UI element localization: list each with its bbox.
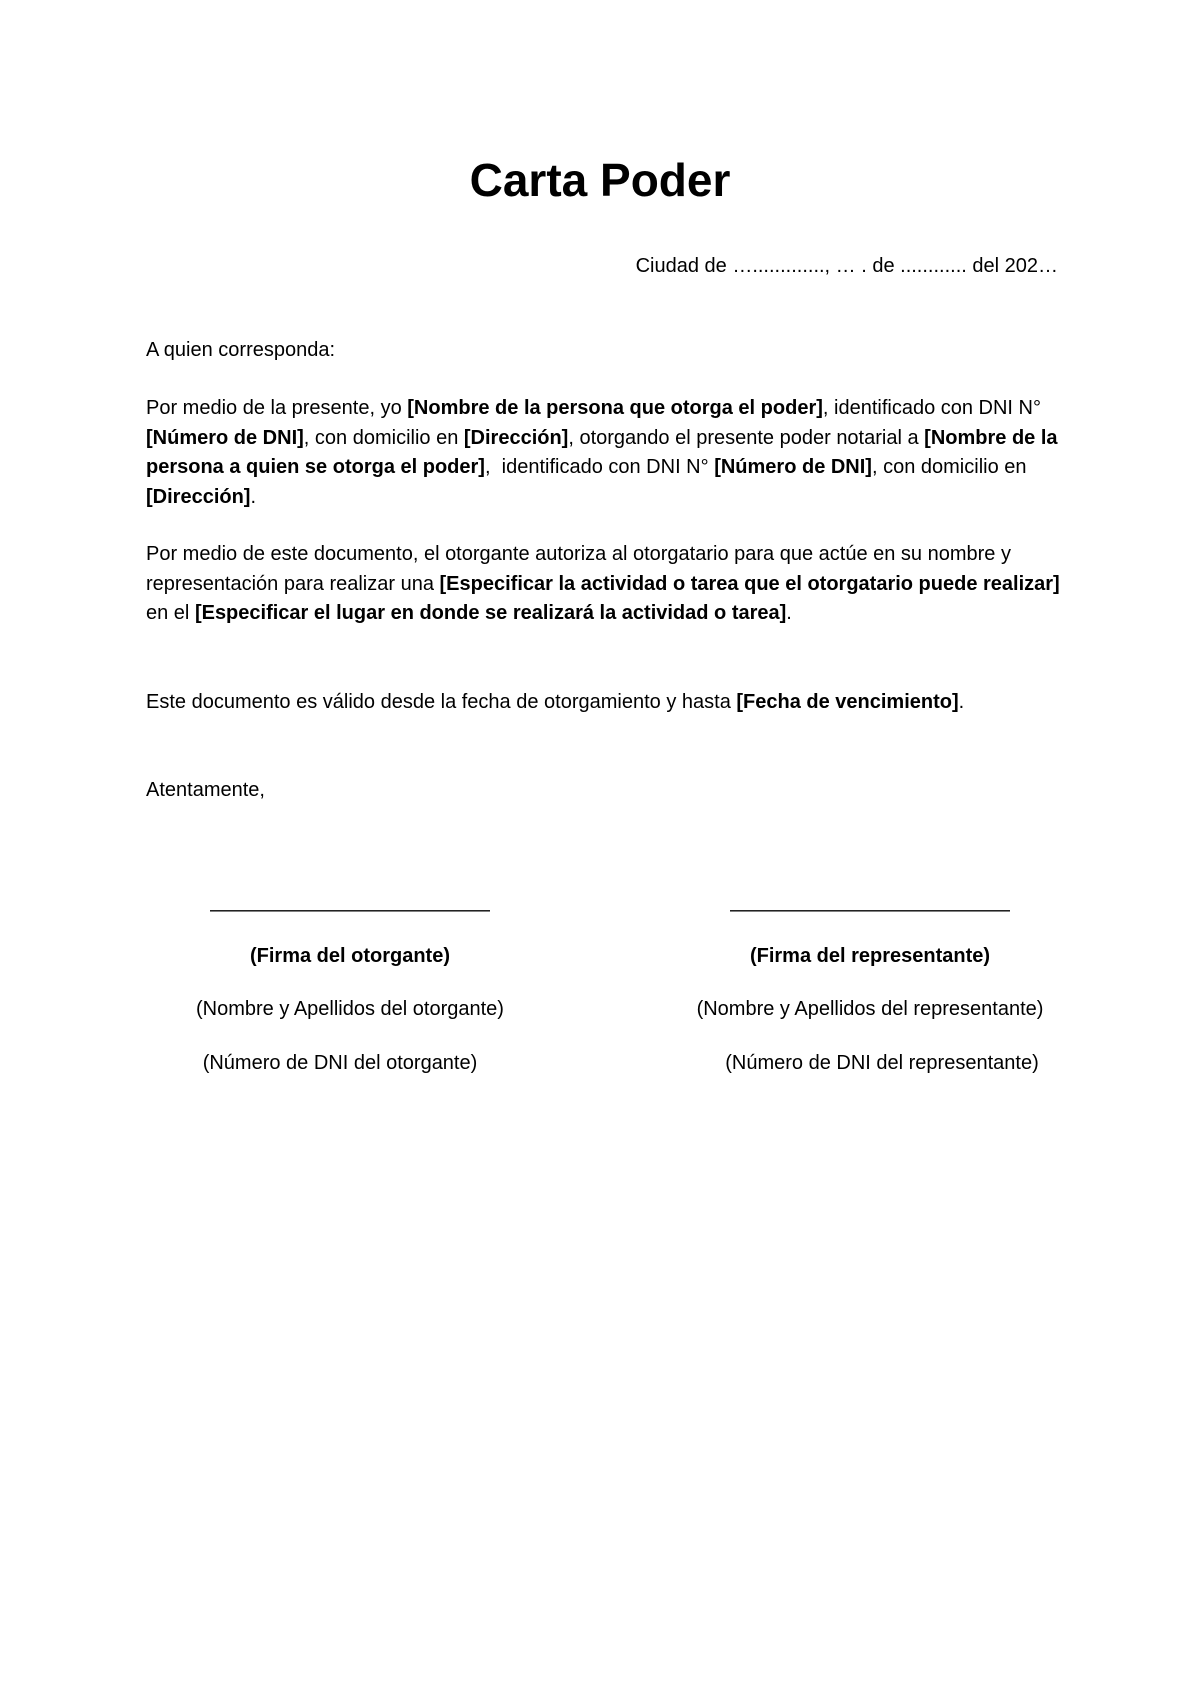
document-title: Carta Poder: [469, 154, 731, 206]
placeholder-attorney-address: [Dirección]: [146, 485, 251, 508]
text: .: [250, 485, 257, 508]
signature-name: (Nombre y Apellidos del otorgante): [196, 998, 504, 1020]
signature-role: (Firma del representante): [749, 945, 991, 967]
date-line: Ciudad de …............., … . de ............ del 202…: [635, 255, 1058, 277]
text: Por medio de este documento, el otorgante autoriza al otorgatario para que actúe en su nombre y representación para realizar una: [146, 543, 1011, 595]
closing: Atentamente,: [146, 779, 265, 801]
text: , identificado con DNI N°: [822, 397, 1041, 419]
text: Por medio de la presente, yo: [146, 397, 408, 419]
signature-block-grantor: [150, 896, 550, 1077]
text: Este documento es válido desde la fecha de otorgamiento y hasta: [146, 691, 737, 713]
placeholder-location: [Especificar el lugar en donde se realizará la actividad o tarea]: [194, 602, 787, 624]
text: , identificado con DNI N°: [484, 456, 715, 478]
text: .: [958, 691, 965, 713]
text: , con domicilio en: [871, 456, 1027, 478]
text: , con domicilio en: [303, 426, 464, 449]
placeholder-attorney-name: [Nombre de la persona a quien se otorga el poder]: [146, 426, 1058, 478]
placeholder-activity: [Especificar la actividad o tarea que el otorgatario puede realizar]: [439, 572, 1060, 595]
paragraph-grant: [146, 394, 1070, 512]
signature-name: (Nombre y Apellidos del representante): [696, 998, 1044, 1020]
paragraph-authorization: [146, 540, 1070, 629]
signature-block-representative: [660, 896, 1080, 1077]
text: en el: [146, 602, 195, 624]
placeholder-grantor-address: [Dirección]: [463, 426, 569, 449]
paragraph-validity: [146, 688, 1070, 718]
text: , otorgando el presente poder notarial a: [568, 426, 925, 449]
text: .: [786, 602, 792, 624]
placeholder-expiry-date: [Fecha de vencimiento]: [736, 691, 959, 713]
greeting: A quien corresponda:: [146, 339, 336, 361]
placeholder-grantor-dni: [Número de DNI]: [146, 426, 304, 449]
signature-line: ——————————————: [730, 899, 1010, 921]
placeholder-attorney-dni: [Número de DNI]: [714, 456, 872, 478]
placeholder-grantor-name: [Nombre de la persona que otorga el poder]: [407, 397, 823, 419]
signature-dni: (Número de DNI del representante): [725, 1052, 1039, 1074]
signature-line: ——————————————: [210, 899, 490, 921]
signature-role: (Firma del otorgante): [249, 945, 450, 967]
signature-dni: (Número de DNI del otorgante): [202, 1052, 478, 1074]
